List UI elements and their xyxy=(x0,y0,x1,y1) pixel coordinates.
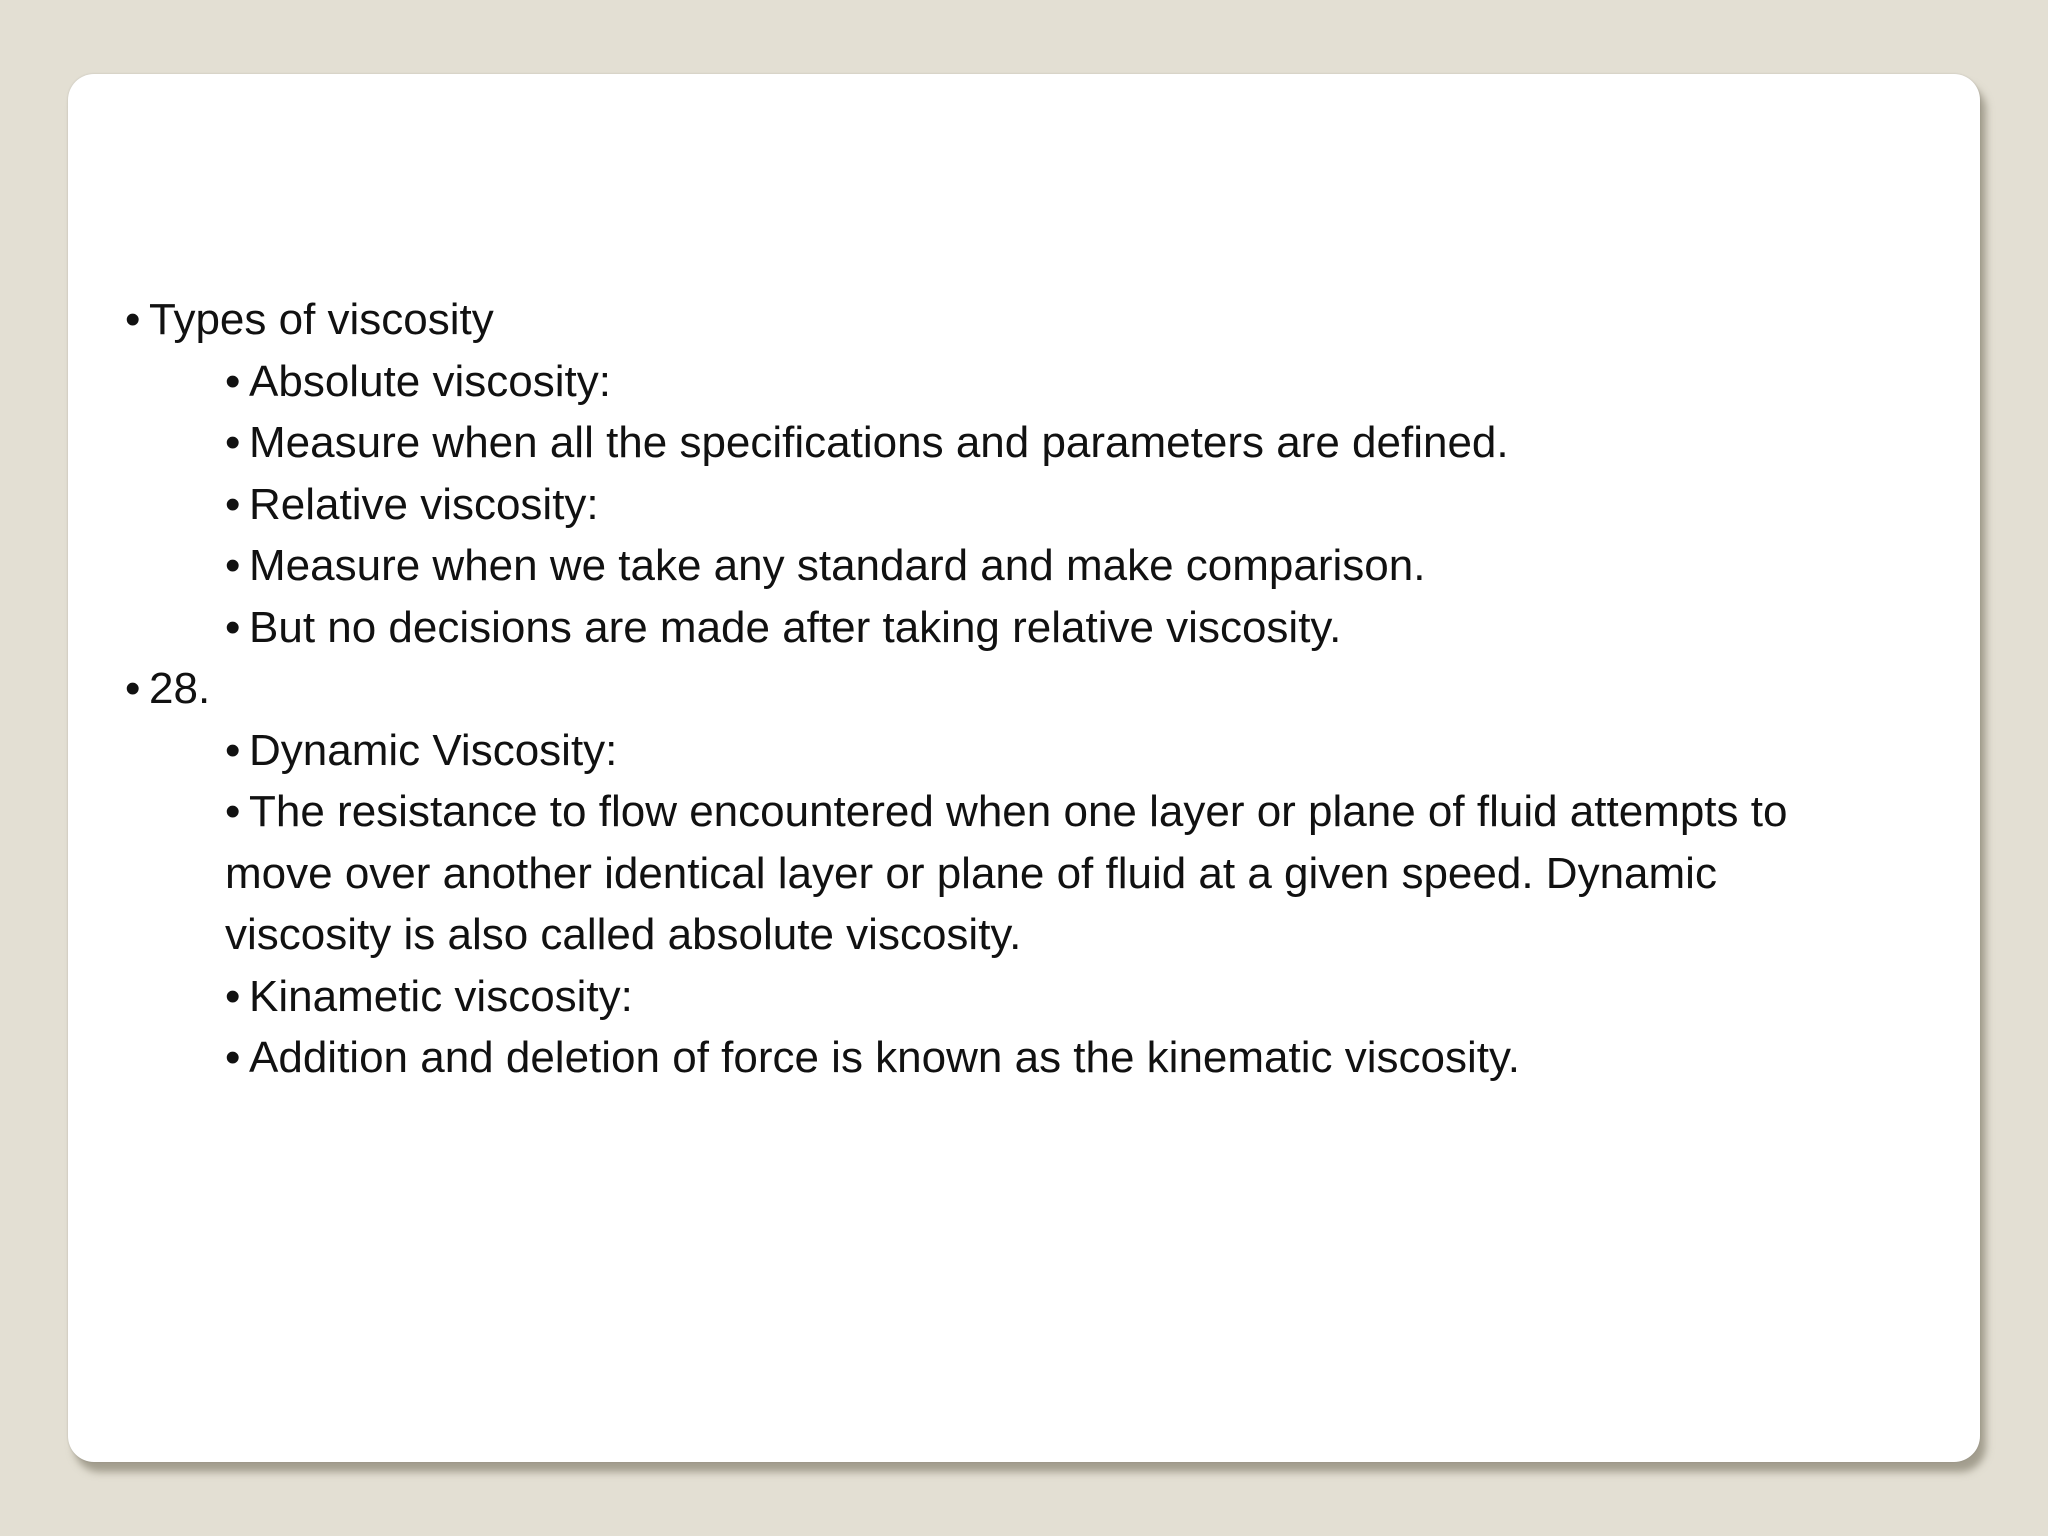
bullet-continuation-line: move over another identical layer or plane of fluid at a given speed. Dynamic xyxy=(225,848,1717,898)
slide-card xyxy=(68,74,1980,1462)
bullet-icon: • xyxy=(225,541,241,590)
bullet-icon: • xyxy=(225,418,241,467)
bullet-text: Types of viscosity xyxy=(149,295,494,344)
bullet-text: Kinametic viscosity: xyxy=(249,971,633,1021)
bullet-icon: • xyxy=(225,725,241,775)
bullet-icon: • xyxy=(225,1033,241,1082)
bullet-icon: • xyxy=(125,295,141,344)
sub-bullet-relative-note xyxy=(125,597,1985,659)
bullet-icon: • xyxy=(225,971,241,1021)
bullet-icon: • xyxy=(225,479,241,529)
bullet-continuation-line: viscosity is also called absolute viscosity. xyxy=(225,910,1022,959)
bullet-icon: • xyxy=(225,602,241,652)
bullet-text: But no decisions are made after taking relative viscosity. xyxy=(249,602,1342,652)
sub-bullet-relative-definition xyxy=(125,535,1985,597)
bullet-text: 28. xyxy=(149,664,211,713)
sub-bullet-absolute-definition xyxy=(125,412,1985,474)
sub-bullet-kinametic-viscosity xyxy=(125,966,1985,1028)
bullet-text: The resistance to flow encountered when one layer or plane of fluid attempts to xyxy=(249,787,1788,836)
sub-bullet-kinematic-definition xyxy=(125,1027,1985,1089)
bullet-text: Addition and deletion of force is known as the kinematic viscosity. xyxy=(249,1033,1520,1082)
sub-bullet-relative-viscosity xyxy=(125,474,1985,536)
bullet-icon: • xyxy=(225,356,241,406)
sub-bullet-absolute-viscosity xyxy=(125,351,1985,413)
sub-bullet-dynamic-viscosity xyxy=(125,720,1985,782)
sub-bullet-dynamic-definition xyxy=(125,781,1985,843)
bullet-item-28 xyxy=(125,658,1985,720)
bullet-text: Absolute viscosity: xyxy=(249,356,611,406)
slide-content xyxy=(125,289,1985,1089)
bullet-icon: • xyxy=(125,664,141,713)
bullet-text: Relative viscosity: xyxy=(249,479,599,529)
bullet-text: Dynamic Viscosity: xyxy=(249,725,618,775)
bullet-text: Measure when all the specifications and parameters are defined. xyxy=(249,418,1509,467)
bullet-icon: • xyxy=(225,787,241,836)
bullet-text: Measure when we take any standard and make comparison. xyxy=(249,541,1426,590)
bullet-item-types-of-viscosity xyxy=(125,289,1985,351)
